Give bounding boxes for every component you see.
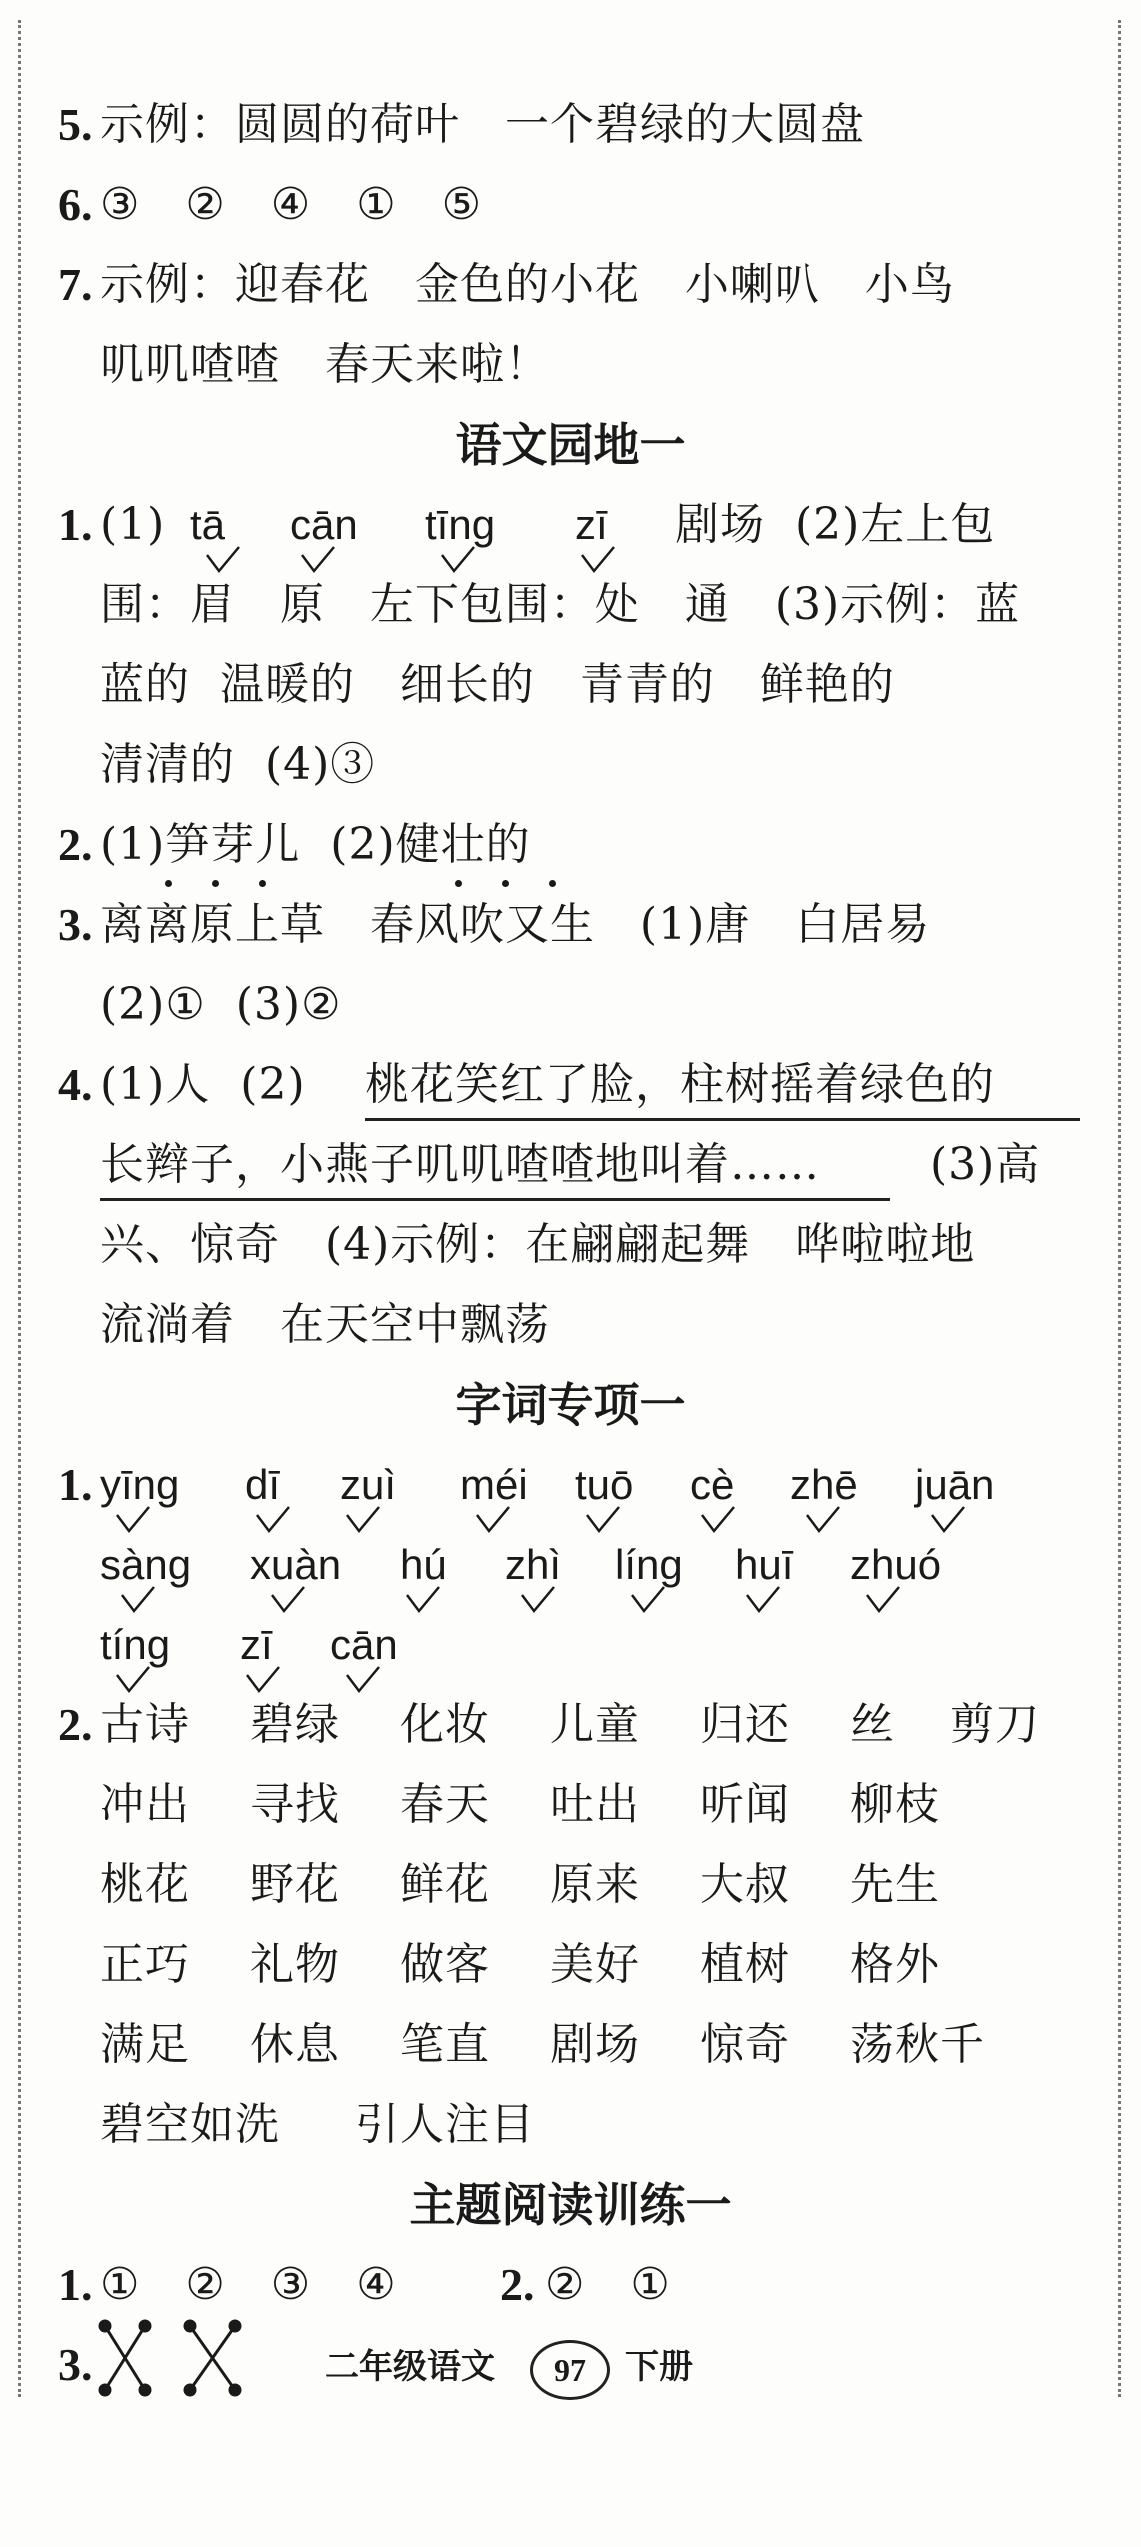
word-item: 吐出	[550, 1779, 640, 1830]
pinyin: zī	[575, 501, 608, 548]
check-mark-icon	[255, 1505, 291, 1535]
s1-item-number-3: 3.	[58, 899, 93, 950]
word-item: 植树	[700, 1939, 790, 1990]
word-item: 正巧	[100, 1939, 190, 1990]
s1-q4-after2: (3)高	[900, 1139, 1041, 1190]
left-margin-dotted-line	[18, 20, 21, 2397]
word-item: 野花	[250, 1859, 340, 1910]
check-mark-icon	[630, 1585, 666, 1615]
check-mark-icon	[520, 1585, 556, 1615]
word-item: 丝	[850, 1699, 895, 1750]
check-mark-icon	[930, 1505, 966, 1535]
word-item: 鲜花	[400, 1859, 490, 1910]
word-item: 先生	[850, 1859, 940, 1910]
underline	[365, 1118, 1080, 1121]
pinyin: sàng	[100, 1541, 192, 1588]
s1-q1-prefix: (1)	[100, 499, 166, 550]
check-mark-icon	[700, 1505, 736, 1535]
word-item: 美好	[550, 1939, 640, 1990]
s1-item-number-2: 2.	[58, 819, 93, 870]
word-item: 化妆	[400, 1699, 490, 1750]
footer-grade-subject: 二年级语文	[325, 2347, 495, 2387]
word-item: 春天	[400, 1779, 490, 1830]
pinyin: cān	[290, 501, 358, 548]
s1-q1-line4: 清清的 (4)③	[100, 739, 376, 790]
pinyin: tíng	[100, 1621, 171, 1668]
check-mark-icon	[245, 1665, 281, 1695]
check-mark-icon	[440, 545, 476, 575]
check-mark-icon	[205, 545, 241, 575]
emphasis-dot	[212, 880, 219, 887]
footer-volume: 下册	[625, 2347, 693, 2387]
pinyin: méi	[460, 1461, 528, 1508]
word-item: 剧场	[550, 2019, 640, 2070]
word-item: 笔直	[400, 2019, 490, 2070]
emphasis-dot	[165, 880, 172, 887]
pinyin: zhì	[505, 1541, 562, 1588]
pinyin: tā	[190, 501, 226, 548]
underline	[100, 1198, 890, 1201]
s1-q4-underlined-2: 长辫子，小燕子叽叽喳喳地叫着……	[100, 1139, 820, 1190]
s1-q4-pre: (1)人 (2)	[100, 1059, 306, 1110]
check-mark-icon	[115, 1665, 151, 1695]
check-mark-icon	[120, 1585, 156, 1615]
section-title-zhuti: 主题阅读训练一	[409, 2178, 732, 2232]
section-title-zici: 字词专项一	[455, 1378, 686, 1432]
s3-q1-text: ① ② ③ ④	[100, 2259, 397, 2310]
s1-item-number-1: 1.	[58, 499, 93, 550]
s3-item-number-3: 3.	[58, 2339, 93, 2390]
s1-q4-underlined-1: 桃花笑红了脸，柱树摇着绿色的	[365, 1059, 995, 1110]
pinyin: huī	[735, 1541, 794, 1588]
answer-7-line2: 叽叽喳喳 春天来啦！	[100, 339, 550, 390]
check-mark-icon	[345, 1665, 381, 1695]
pinyin: cān	[330, 1621, 398, 1668]
s1-item-number-4: 4.	[58, 1059, 93, 1110]
s3-item-number-1: 1.	[58, 2259, 93, 2310]
section-title-yuwenyuandi: 语文园地一	[455, 418, 686, 472]
right-margin-dotted-line	[1118, 20, 1121, 2397]
check-mark-icon	[270, 1585, 306, 1615]
s1-q3-line2: (2)① (3)②	[100, 979, 342, 1030]
check-mark-icon	[115, 1505, 151, 1535]
word-item: 做客	[400, 1939, 490, 1990]
pinyin: juān	[915, 1461, 995, 1508]
emphasis-dot	[549, 880, 556, 887]
word-item: 惊奇	[700, 2019, 790, 2070]
word-item: 儿童	[550, 1699, 640, 1750]
pinyin: xuàn	[250, 1541, 342, 1588]
s1-q1-line2: 围：眉 原 左下包围：处 通 (3)示例：蓝	[100, 579, 1021, 630]
word-item: 桃花	[100, 1859, 190, 1910]
word-item: 荡秋千	[850, 2019, 985, 2070]
s1-q4-line4: 流淌着 在天空中飘荡	[100, 1299, 550, 1350]
s1-q1-after: 剧场 (2)左上包	[675, 499, 996, 550]
emphasis-dot	[259, 880, 266, 887]
pinyin: líng	[615, 1541, 683, 1588]
s3-item-number-2: 2.	[500, 2259, 535, 2310]
check-mark-icon	[345, 1505, 381, 1535]
pinyin: tuō	[575, 1461, 634, 1508]
check-mark-icon	[805, 1505, 841, 1535]
word-item: 引人注目	[355, 2099, 535, 2150]
word-item: 柳枝	[850, 1779, 940, 1830]
word-item: 格外	[850, 1939, 940, 1990]
s3-q2-text: ② ①	[545, 2259, 671, 2310]
check-mark-icon	[300, 545, 336, 575]
pinyin: hú	[400, 1541, 447, 1588]
item-number-5: 5.	[58, 99, 93, 150]
matching-lines	[95, 2318, 255, 2398]
word-item: 原来	[550, 1859, 640, 1910]
answer-7-line1: 示例：迎春花 金色的小花 小喇叭 小鸟	[100, 259, 955, 310]
pinyin: cè	[690, 1461, 735, 1508]
word-item: 寻找	[250, 1779, 340, 1830]
word-item: 碧绿	[250, 1699, 340, 1750]
check-mark-icon	[580, 545, 616, 575]
check-mark-icon	[475, 1505, 511, 1535]
word-item: 大叔	[700, 1859, 790, 1910]
word-item: 礼物	[250, 1939, 340, 1990]
item-number-6: 6.	[58, 179, 93, 230]
word-item: 听闻	[700, 1779, 790, 1830]
pinyin: zhē	[790, 1461, 858, 1508]
word-item: 归还	[700, 1699, 790, 1750]
answer-6: ③ ② ④ ① ⑤	[100, 179, 483, 230]
emphasis-dot	[502, 880, 509, 887]
s1-q2-text: (1)笋芽儿 (2)健壮的	[100, 819, 531, 870]
check-mark-icon	[745, 1585, 781, 1615]
check-mark-icon	[865, 1585, 901, 1615]
s1-q1-line3: 蓝的 温暖的 细长的 青青的 鲜艳的	[100, 659, 895, 710]
pinyin: tīng	[425, 501, 496, 548]
word-item: 休息	[250, 2019, 340, 2070]
s2-item-number-1: 1.	[58, 1459, 93, 1510]
emphasis-dot	[455, 880, 462, 887]
word-item: 碧空如洗	[100, 2099, 280, 2150]
word-item: 满足	[100, 2019, 190, 2070]
pinyin: zī	[240, 1621, 273, 1668]
check-mark-icon	[585, 1505, 621, 1535]
pinyin: yīng	[100, 1461, 180, 1508]
word-item: 冲出	[100, 1779, 190, 1830]
pinyin: zuì	[340, 1461, 397, 1508]
check-mark-icon	[405, 1585, 441, 1615]
s1-q4-line3: 兴、惊奇 (4)示例：在翩翩起舞 哗啦啦地	[100, 1219, 976, 1270]
word-item: 剪刀	[950, 1699, 1040, 1750]
s1-q3-text: 离离原上草 春风吹又生 (1)唐 白居易	[100, 899, 931, 950]
pinyin: dī	[245, 1461, 281, 1508]
s2-item-number-2: 2.	[58, 1699, 93, 1750]
answer-5: 示例：圆圆的荷叶 一个碧绿的大圆盘	[100, 99, 865, 150]
item-number-7: 7.	[58, 259, 93, 310]
pinyin: zhuó	[850, 1541, 942, 1588]
word-item: 古诗	[100, 1699, 190, 1750]
page-number: 97	[530, 2340, 610, 2400]
